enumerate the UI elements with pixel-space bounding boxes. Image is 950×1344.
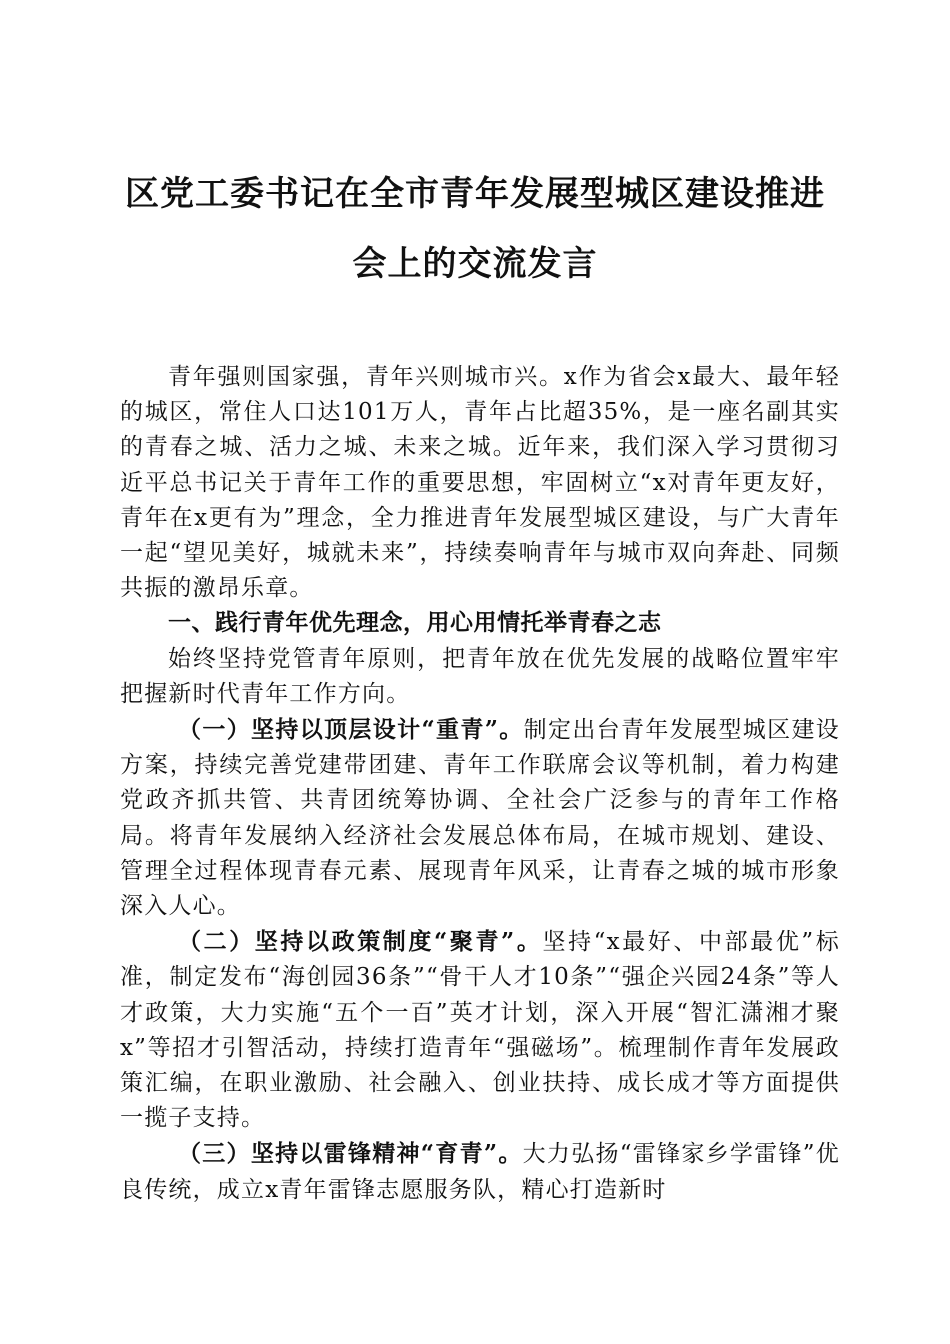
item-1-paragraph (120, 712, 840, 924)
item-3-lead: （三）坚持以雷锋精神“育青”。 (178, 1140, 523, 1168)
item-2-paragraph (120, 924, 840, 1136)
item-2-body: 坚持“x最好、中部最优”标准，制定发布“海创园36条”“骨干人才10条”“强企兴园24条”等人才政策，大力实施“五个一百”英才计划，深入开展“智汇潇湘才聚x”等招才引智活动，持续打造青年“强磁场”。梳理制作青年发展政策汇编，在职业激励、社会融入、创业扶持、成长成才等方面提供一揽子支持。 (120, 929, 840, 1132)
document-title-line-2: 会上的交流发言 (352, 244, 598, 284)
item-3-body: 大力弘扬“雷锋家乡学雷锋”优良传统，成立x青年雷锋志愿服务队，精心打造新时 (120, 1141, 840, 1203)
item-1-lead: （一）坚持以顶层设计“重青”。 (178, 716, 524, 744)
item-3-paragraph (120, 1136, 840, 1207)
item-2-lead: （二）坚持以政策制度“聚青”。 (178, 928, 543, 956)
item-1-body: 制定出台青年发展型城区建设方案，持续完善党建带团建、青年工作联席会议等机制，着力构建党政齐抓共管、共青团统筹协调、全社会广泛参与的青年工作格局。将青年发展纳入经济社会发展总体布局，在城市规划、建设、管理全过程体现青春元素、展现青年风采，让青春之城的城市形象深入人心。 (120, 717, 840, 920)
intro-paragraph: 青年强则国家强，青年兴则城市兴。x作为省会x最大、最年轻的城区，常住人口达101万人，青年占比超35%，是一座名副其实的青春之城、活力之城、未来之城。近年来，我们深入学习贯彻习近平总书记关于青年工作的重要思想，牢固树立“x对青年更友好，青年在x更有为”理念，全力推进青年发展型城区建设，与广大青年一起“望见美好，城就未来”，持续奏响青年与城市双向奔赴、同频共振的激昂乐章。 (120, 364, 840, 602)
document-title-line-1: 区党工委书记在全市青年发展型城区建设推进 (125, 174, 825, 214)
document-body (120, 360, 840, 1208)
section-1-intro-paragraph: 始终坚持党管青年原则，把青年放在优先发展的战略位置牢牢把握新时代青年工作方向。 (120, 645, 840, 707)
section-1-heading: 一、践行青年优先理念，用心用情托举青春之志 (168, 610, 662, 637)
